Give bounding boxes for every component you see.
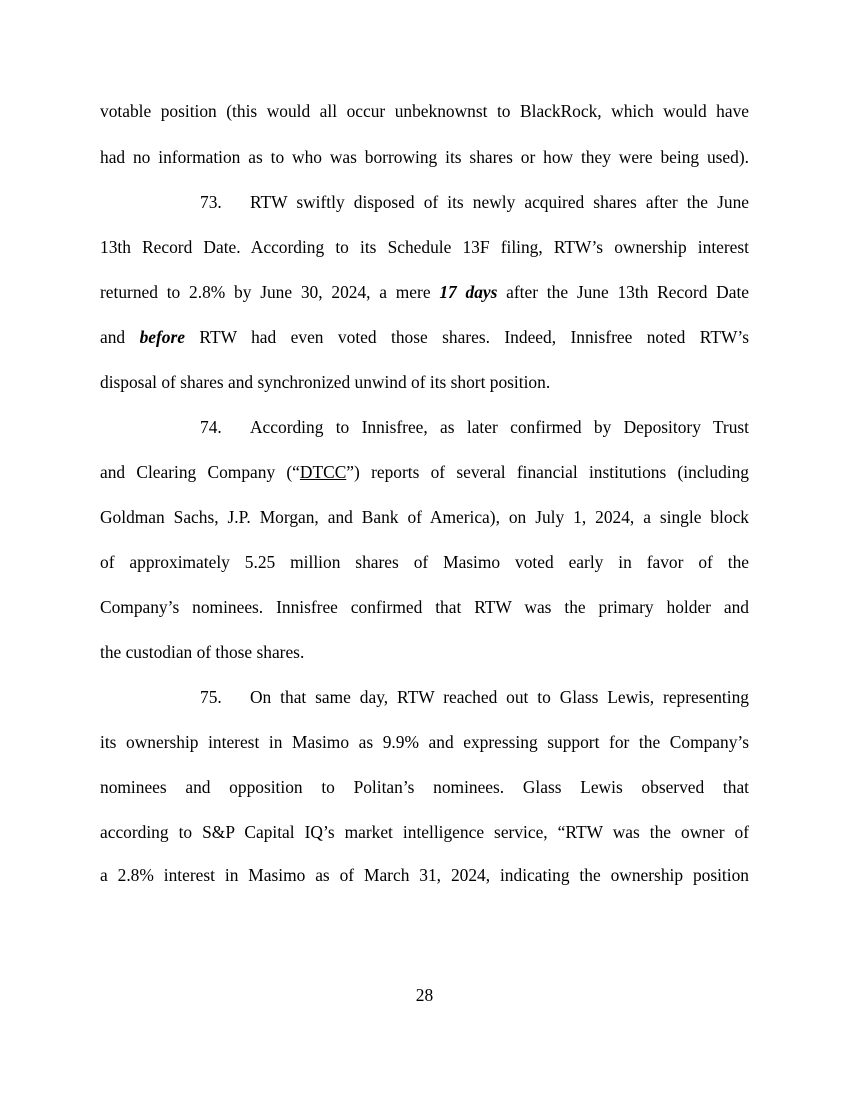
para-73-line-3-b: after the June 13th Record Date [497, 282, 750, 302]
para-73-line-4-a: and [100, 327, 140, 347]
page-number: 28 [415, 985, 434, 1005]
para-73-emphasis-days: 17 days [439, 282, 498, 302]
para-74-line-6: the custodian of those shares. [100, 642, 305, 662]
para-73-text-1: RTW swiftly disposed of its newly acquired shares after the June [250, 192, 749, 212]
para-74-line-3: Goldman Sachs, J.P. Morgan, and Bank of America), on July 1, 2024, a single block [100, 507, 749, 527]
para-73-line-3-a: returned to 2.8% by June 30, 2024, a mere [100, 282, 440, 302]
para-74-line-2 [100, 459, 749, 485]
para-73-line-5: disposal of shares and synchronized unwind of its short position. [100, 372, 551, 392]
para-73-line-4 [100, 324, 749, 350]
para-74-line-2-b: ”) reports of several financial institutions (including [346, 462, 749, 482]
para-75-number: 75. [200, 687, 222, 707]
para-75-line-2: its ownership interest in Masimo as 9.9% and expressing support for the Company’s [100, 732, 749, 752]
para-75-line-5: a 2.8% interest in Masimo as of March 31, 2024, indicating the ownership position [100, 865, 749, 885]
para-74-line-5: Company’s nominees. Innisfree confirmed that RTW was the primary holder and [100, 597, 749, 617]
para-75-text-1: On that same day, RTW reached out to Glass Lewis, representing [250, 687, 749, 707]
para-73-line-2: 13th Record Date. According to its Schedule 13F filing, RTW’s ownership interest [100, 237, 749, 257]
para-74-line-2-a: and Clearing Company (“ [100, 462, 300, 482]
para-73-number: 73. [200, 192, 222, 212]
para-75-line-1 [200, 684, 749, 710]
para-73-emphasis-before: before [139, 327, 185, 347]
para-74-line-4: of approximately 5.25 million shares of Masimo voted early in favor of the [100, 552, 749, 572]
para-74-dtcc-defined-term: DTCC [299, 462, 347, 482]
intro-line-1: votable position (this would all occur unbeknownst to BlackRock, which would have [100, 101, 749, 121]
para-73-line-3 [100, 279, 749, 305]
para-73-line-4-b: RTW had even voted those shares. Indeed, Innisfree noted RTW’s [184, 327, 749, 347]
intro-line-2: had no information as to who was borrowing its shares or how they were being used). [100, 147, 749, 167]
para-74-line-1 [200, 414, 749, 440]
para-75-line-3: nominees and opposition to Politan’s nominees. Glass Lewis observed that [100, 777, 749, 797]
para-74-text-1: According to Innisfree, as later confirmed by Depository Trust [250, 417, 749, 437]
para-75-line-4: according to S&P Capital IQ’s market intelligence service, “RTW was the owner of [100, 822, 749, 842]
para-73-line-1 [200, 189, 749, 215]
para-74-number: 74. [200, 417, 222, 437]
